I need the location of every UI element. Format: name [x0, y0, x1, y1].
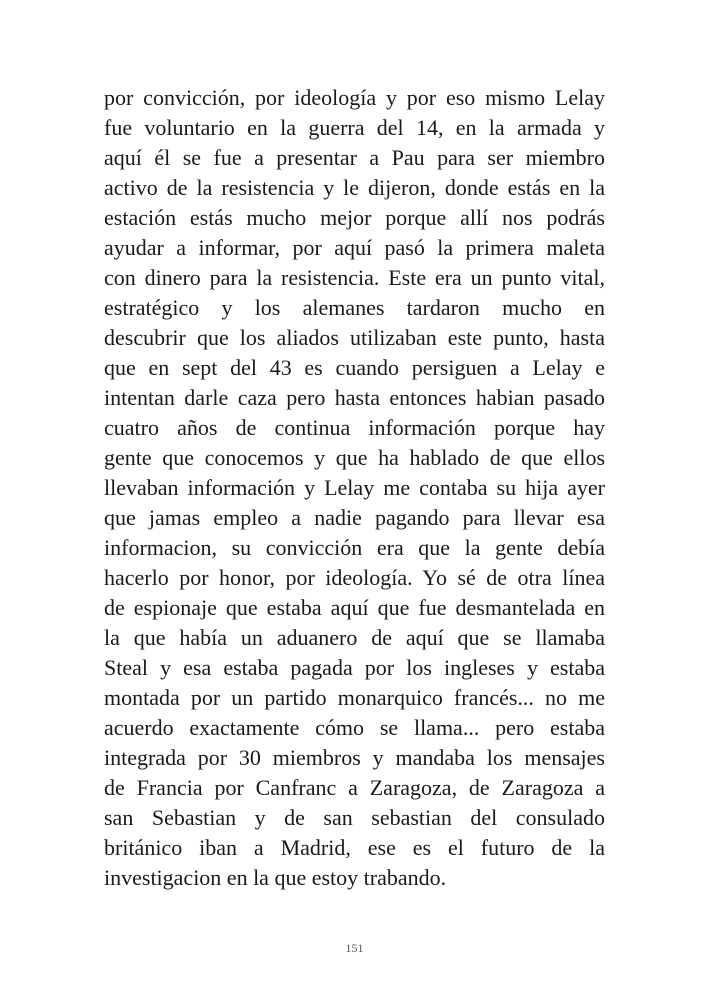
text-line: Steal y esa estaba pagada por los ingleses y estaba	[104, 655, 605, 680]
text-line: con dinero para la resistencia. Este era un punto vital,	[104, 265, 605, 290]
text-line: activo de la resistencia y le dijeron, donde estás en la	[104, 175, 605, 200]
text-line: que en sept del 43 es cuando persiguen a Lelay e	[104, 355, 605, 380]
text-line: por convicción, por ideología y por eso mismo Lelay	[104, 85, 605, 110]
text-line: la que había un aduanero de aquí que se llamaba	[104, 625, 605, 650]
text-line: llevaban información y Lelay me contaba su hija ayer	[104, 475, 605, 500]
text-line: acuerdo exactamente cómo se llama... pero estaba	[104, 715, 605, 740]
text-line: británico iban a Madrid, ese es el futuro de la	[104, 835, 605, 860]
text-line: intentan darle caza pero hasta entonces habian pasado	[104, 385, 605, 410]
text-line: ayudar a informar, por aquí pasó la primera maleta	[104, 235, 605, 260]
text-line-last: investigacion en la que estoy trabando.	[104, 865, 447, 890]
text-line: aquí él se fue a presentar a Pau para ser miembro	[104, 145, 605, 170]
text-line: montada por un partido monarquico francés... no me	[104, 685, 605, 710]
text-line: informacion, su convicción era que la gente debía	[104, 535, 605, 560]
text-line: de Francia por Canfranc a Zaragoza, de Zaragoza a	[104, 775, 605, 800]
text-line: de espionaje que estaba aquí que fue desmantelada en	[104, 595, 605, 620]
text-line: integrada por 30 miembros y mandaba los mensajes	[104, 745, 605, 770]
text-line: que jamas empleo a nadie pagando para llevar esa	[104, 505, 605, 530]
text-line: san Sebastian y de san sebastian del consulado	[104, 805, 605, 830]
text-line: estratégico y los alemanes tardaron mucho en	[104, 295, 605, 320]
page-number: 151	[345, 941, 364, 955]
text-line: cuatro años de continua información porque hay	[104, 415, 605, 440]
text-line: gente que conocemos y que ha hablado de que ellos	[104, 445, 605, 470]
text-line: descubrir que los aliados utilizaban este punto, hasta	[104, 325, 605, 350]
text-line: estación estás mucho mejor porque allí nos podrás	[104, 205, 605, 230]
body-paragraph	[104, 83, 605, 893]
text-line: fue voluntario en la guerra del 14, en la armada y	[104, 115, 605, 140]
text-line: hacerlo por honor, por ideología. Yo sé de otra línea	[104, 565, 605, 590]
